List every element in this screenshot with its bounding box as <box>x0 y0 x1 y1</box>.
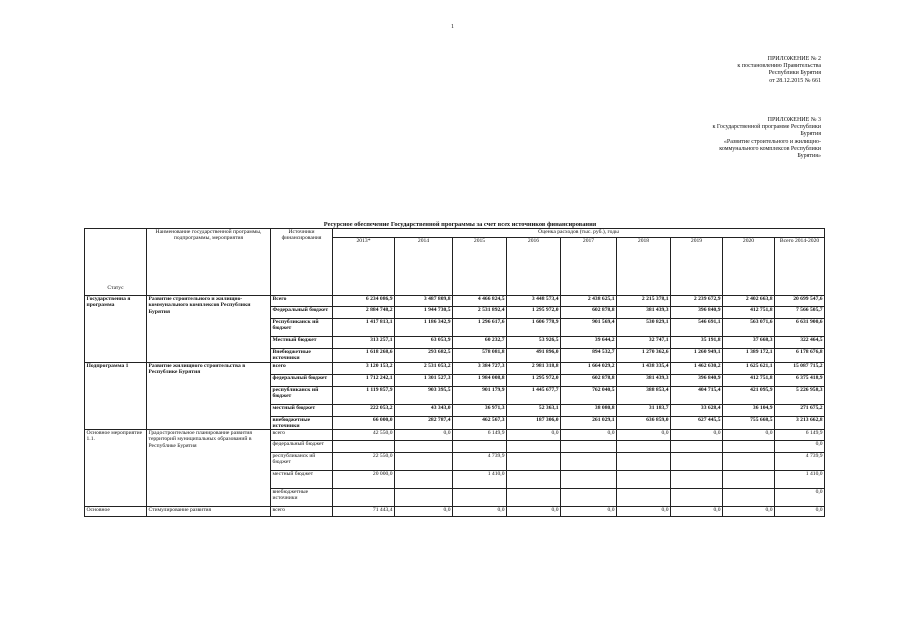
row-value: 636 859,0 <box>617 416 671 430</box>
appendix-3-block <box>621 117 821 160</box>
header-year: 2020 <box>723 238 775 296</box>
appendix-2-line: от 28.12.2015 № 661 <box>769 77 821 84</box>
row-value: 602 878,8 <box>561 374 617 386</box>
row-value: 762 040,5 <box>561 386 617 404</box>
row-total-value: 4 739,9 <box>775 453 825 471</box>
row-value: 36 971,3 <box>453 404 507 416</box>
row-total-value: 6 375 418,9 <box>775 374 825 386</box>
table-row <box>85 296 825 307</box>
row-value: 2 215 378,1 <box>617 296 671 307</box>
row-value: 22 550,0 <box>333 453 395 471</box>
header-year: 2014 <box>395 238 453 296</box>
row-value: 1 410,0 <box>453 471 507 489</box>
header-source: Источники финансирования <box>271 229 333 296</box>
row-value: 1 296 617,6 <box>453 319 507 337</box>
row-value: 0,0 <box>507 507 561 517</box>
row-value: 313 257,1 <box>333 337 395 349</box>
row-value <box>671 471 723 489</box>
row-value: 462 567,3 <box>453 416 507 430</box>
row-value: 20 000,0 <box>333 471 395 489</box>
appendix-3-line: коммунального комплексов Республики <box>719 145 821 152</box>
row-value: 66 000,0 <box>333 416 395 430</box>
row-value: 0,0 <box>671 507 723 517</box>
row-value: 2 438 625,1 <box>561 296 617 307</box>
row-value <box>453 441 507 453</box>
row-value: 1 625 621,1 <box>723 362 775 374</box>
row-value <box>617 489 671 507</box>
row-value <box>507 489 561 507</box>
row-value <box>617 453 671 471</box>
row-source: Местный бюджет <box>271 337 333 349</box>
row-value: 38 080,8 <box>561 404 617 416</box>
row-value: 36 104,9 <box>723 404 775 416</box>
row-source: республиканск ий бюджет <box>271 453 333 471</box>
row-value: 0,0 <box>453 507 507 517</box>
row-value <box>723 489 775 507</box>
header-name: Наименование государственной программы, подпрограммы, мероприятия <box>147 229 271 296</box>
row-value: 52 363,1 <box>507 404 561 416</box>
row-status: Основное <box>85 507 147 517</box>
row-source: республиканск ий бюджет <box>271 386 333 404</box>
row-total-value: 322 464,5 <box>775 337 825 349</box>
row-value <box>507 453 561 471</box>
row-value: 578 081,8 <box>453 349 507 363</box>
row-value: 421 095,9 <box>723 386 775 404</box>
row-source: внебюджетные источники <box>271 489 333 507</box>
row-value: 2 531 053,2 <box>395 362 453 374</box>
row-value: 1 295 972,0 <box>507 374 561 386</box>
row-value: 53 926,5 <box>507 337 561 349</box>
row-value: 4 466 824,5 <box>453 296 507 307</box>
row-value: 0,0 <box>507 430 561 441</box>
row-value: 1 260 949,1 <box>671 349 723 363</box>
row-value <box>395 441 453 453</box>
row-value: 388 853,4 <box>617 386 671 404</box>
row-value: 261 029,1 <box>561 416 617 430</box>
appendix-3-line: Бурятия» <box>797 153 821 160</box>
row-value <box>333 441 395 453</box>
row-source: федеральный бюджет <box>271 374 333 386</box>
row-value: 222 053,2 <box>333 404 395 416</box>
row-total-value: 0,0 <box>775 441 825 453</box>
row-value: 31 183,7 <box>617 404 671 416</box>
row-value: 396 840,9 <box>671 307 723 319</box>
row-status: Государственна я программа <box>85 296 147 363</box>
row-value: 563 071,6 <box>723 319 775 337</box>
row-value <box>395 489 453 507</box>
row-value: 3 487 809,8 <box>395 296 453 307</box>
row-name: Стимулирование развития <box>147 507 271 517</box>
header-year: 2013* <box>333 238 395 296</box>
row-source: внебюджетные источники <box>271 416 333 430</box>
row-source: местный бюджет <box>271 404 333 416</box>
row-value: 32 747,1 <box>617 337 671 349</box>
row-total-value: 271 675,2 <box>775 404 825 416</box>
row-value: 901 569,4 <box>561 319 617 337</box>
appendix-3-line: ПРИЛОЖЕНИЕ № 3 <box>767 117 821 123</box>
row-value: 381 439,3 <box>617 374 671 386</box>
row-value: 1 445 677,7 <box>507 386 561 404</box>
row-source: всего <box>271 507 333 517</box>
row-value: 1 438 335,4 <box>617 362 671 374</box>
row-value <box>671 453 723 471</box>
row-value: 396 840,9 <box>671 374 723 386</box>
row-total-value: 1 410,0 <box>775 471 825 489</box>
row-value: 1 417 813,1 <box>333 319 395 337</box>
header-year: 2019 <box>671 238 723 296</box>
row-value: 2 981 318,8 <box>507 362 561 374</box>
row-name: Развитие строительного и жилищно-коммунального комплексов Республики Бурятия <box>147 296 271 363</box>
table-title: Ресурсное обеспечение Государственной программы за счет всех источников финансирования <box>323 221 597 228</box>
row-value: 3 120 153,2 <box>333 362 395 374</box>
row-source: Федеральный бюджет <box>271 307 333 319</box>
row-value: 412 751,8 <box>723 307 775 319</box>
header-status: Статус <box>85 229 147 296</box>
row-value: 37 668,3 <box>723 337 775 349</box>
row-value: 381 439,3 <box>617 307 671 319</box>
row-value: 1 186 342,9 <box>395 319 453 337</box>
row-name: Градостроительное планирование развития территорий муниципальных образований в Республике Бурятия <box>147 430 271 507</box>
row-value: 0,0 <box>395 430 453 441</box>
row-value <box>507 471 561 489</box>
header-estimate: Оценка расходов (тыс. руб.), годы <box>333 229 825 238</box>
header-year: 2018 <box>617 238 671 296</box>
row-value: 0,0 <box>561 507 617 517</box>
row-value: 2 402 663,8 <box>723 296 775 307</box>
row-value: 627 445,5 <box>671 416 723 430</box>
row-status: Основное мероприятие 1.1. <box>85 430 147 507</box>
row-value <box>617 471 671 489</box>
row-value: 3 384 727,3 <box>453 362 507 374</box>
row-value: 1 606 778,9 <box>507 319 561 337</box>
row-total-value: 6 631 900,6 <box>775 319 825 337</box>
header-year: 2015 <box>453 238 507 296</box>
row-value <box>561 489 617 507</box>
row-value: 39 644,2 <box>561 337 617 349</box>
row-value: 1 664 029,2 <box>561 362 617 374</box>
row-value: 1 944 730,5 <box>395 307 453 319</box>
row-value: 1 119 857,9 <box>333 386 395 404</box>
row-total-value: 7 566 505,7 <box>775 307 825 319</box>
header-year: 2016 <box>507 238 561 296</box>
row-value: 42 550,0 <box>333 430 395 441</box>
row-total-value: 3 213 662,8 <box>775 416 825 430</box>
row-value <box>723 441 775 453</box>
appendix-2-block <box>621 56 821 85</box>
row-value: 282 787,4 <box>395 416 453 430</box>
row-value: 293 682,5 <box>395 349 453 363</box>
row-value: 6 149,9 <box>453 430 507 441</box>
row-value: 1 462 630,2 <box>671 362 723 374</box>
row-value: 901 179,9 <box>453 386 507 404</box>
row-value: 1 301 527,3 <box>395 374 453 386</box>
row-source: Республиканск ий бюджет <box>271 319 333 337</box>
row-value <box>453 489 507 507</box>
row-source: Всего <box>271 296 333 307</box>
row-total-value: 20 699 547,6 <box>775 296 825 307</box>
row-value <box>507 441 561 453</box>
row-name: Развитие жилищного строительства в Республике Бурятия <box>147 362 271 430</box>
row-total-value: 0,0 <box>775 507 825 517</box>
row-source: всего <box>271 430 333 441</box>
appendix-3-line: «Развитие строительного и жилищно- <box>723 138 821 145</box>
row-value: 60 232,7 <box>453 337 507 349</box>
row-value <box>617 441 671 453</box>
table-row <box>85 362 825 374</box>
row-value: 187 306,0 <box>507 416 561 430</box>
row-value: 33 628,4 <box>671 404 723 416</box>
row-value: 2 531 892,4 <box>453 307 507 319</box>
row-total-value: 6 149,9 <box>775 430 825 441</box>
row-value: 0,0 <box>617 430 671 441</box>
resource-table <box>84 228 825 517</box>
row-value: 404 715,4 <box>671 386 723 404</box>
row-value: 546 691,1 <box>671 319 723 337</box>
row-value: 491 896,0 <box>507 349 561 363</box>
page-number: 1 <box>451 24 454 30</box>
row-value: 63 053,9 <box>395 337 453 349</box>
row-value <box>723 471 775 489</box>
row-total-value: 5 226 958,3 <box>775 386 825 404</box>
row-value <box>671 489 723 507</box>
appendix-2-line: ПРИЛОЖЕНИЕ № 2 <box>767 56 821 62</box>
row-value <box>333 489 395 507</box>
row-value: 0,0 <box>561 430 617 441</box>
row-value: 1 270 362,6 <box>617 349 671 363</box>
row-value <box>561 471 617 489</box>
row-value <box>561 453 617 471</box>
row-total-value: 15 087 715,2 <box>775 362 825 374</box>
row-value: 530 829,1 <box>617 319 671 337</box>
row-value: 1 389 172,1 <box>723 349 775 363</box>
row-value <box>671 441 723 453</box>
row-source: федеральный бюджет <box>271 441 333 453</box>
row-value: 1 712 242,1 <box>333 374 395 386</box>
row-value: 755 668,5 <box>723 416 775 430</box>
row-value: 35 191,8 <box>671 337 723 349</box>
row-source: местный бюджет <box>271 471 333 489</box>
header-year-total: Всего 2014-2020 <box>775 238 825 296</box>
row-value <box>395 453 453 471</box>
row-total-value: 0,0 <box>775 489 825 507</box>
row-value: 903 395,5 <box>395 386 453 404</box>
row-value: 894 532,7 <box>561 349 617 363</box>
table-row <box>85 507 825 517</box>
row-value: 71 443,4 <box>333 507 395 517</box>
row-value <box>561 441 617 453</box>
row-value <box>395 471 453 489</box>
appendix-2-line: Республики Бурятия <box>768 70 821 77</box>
row-value: 602 878,8 <box>561 307 617 319</box>
row-value: 4 739,9 <box>453 453 507 471</box>
row-value: 1 618 268,6 <box>333 349 395 363</box>
row-value: 2 884 748,2 <box>333 307 395 319</box>
table-row <box>85 430 825 441</box>
row-value: 412 751,8 <box>723 374 775 386</box>
row-value: 0,0 <box>723 507 775 517</box>
row-value: 0,0 <box>671 430 723 441</box>
row-value: 3 448 573,4 <box>507 296 561 307</box>
appendix-2-line: к постановлению Правительства <box>737 63 821 70</box>
row-value: 6 234 086,9 <box>333 296 395 307</box>
row-total-value: 6 178 676,8 <box>775 349 825 363</box>
row-value <box>723 453 775 471</box>
appendix-3-line: Бурятия <box>800 131 821 138</box>
row-value: 1 295 972,0 <box>507 307 561 319</box>
row-source: всего <box>271 362 333 374</box>
row-value: 43 343,0 <box>395 404 453 416</box>
row-value: 1 984 008,8 <box>453 374 507 386</box>
row-value: 0,0 <box>723 430 775 441</box>
row-value: 0,0 <box>617 507 671 517</box>
row-source: Внебюджетные источники <box>271 349 333 363</box>
row-value: 2 239 672,9 <box>671 296 723 307</box>
appendix-3-line: к Государственной программе Республики <box>712 124 821 131</box>
header-year: 2017 <box>561 238 617 296</box>
row-value: 0,0 <box>395 507 453 517</box>
row-status: Подпрограмма 1 <box>85 362 147 430</box>
